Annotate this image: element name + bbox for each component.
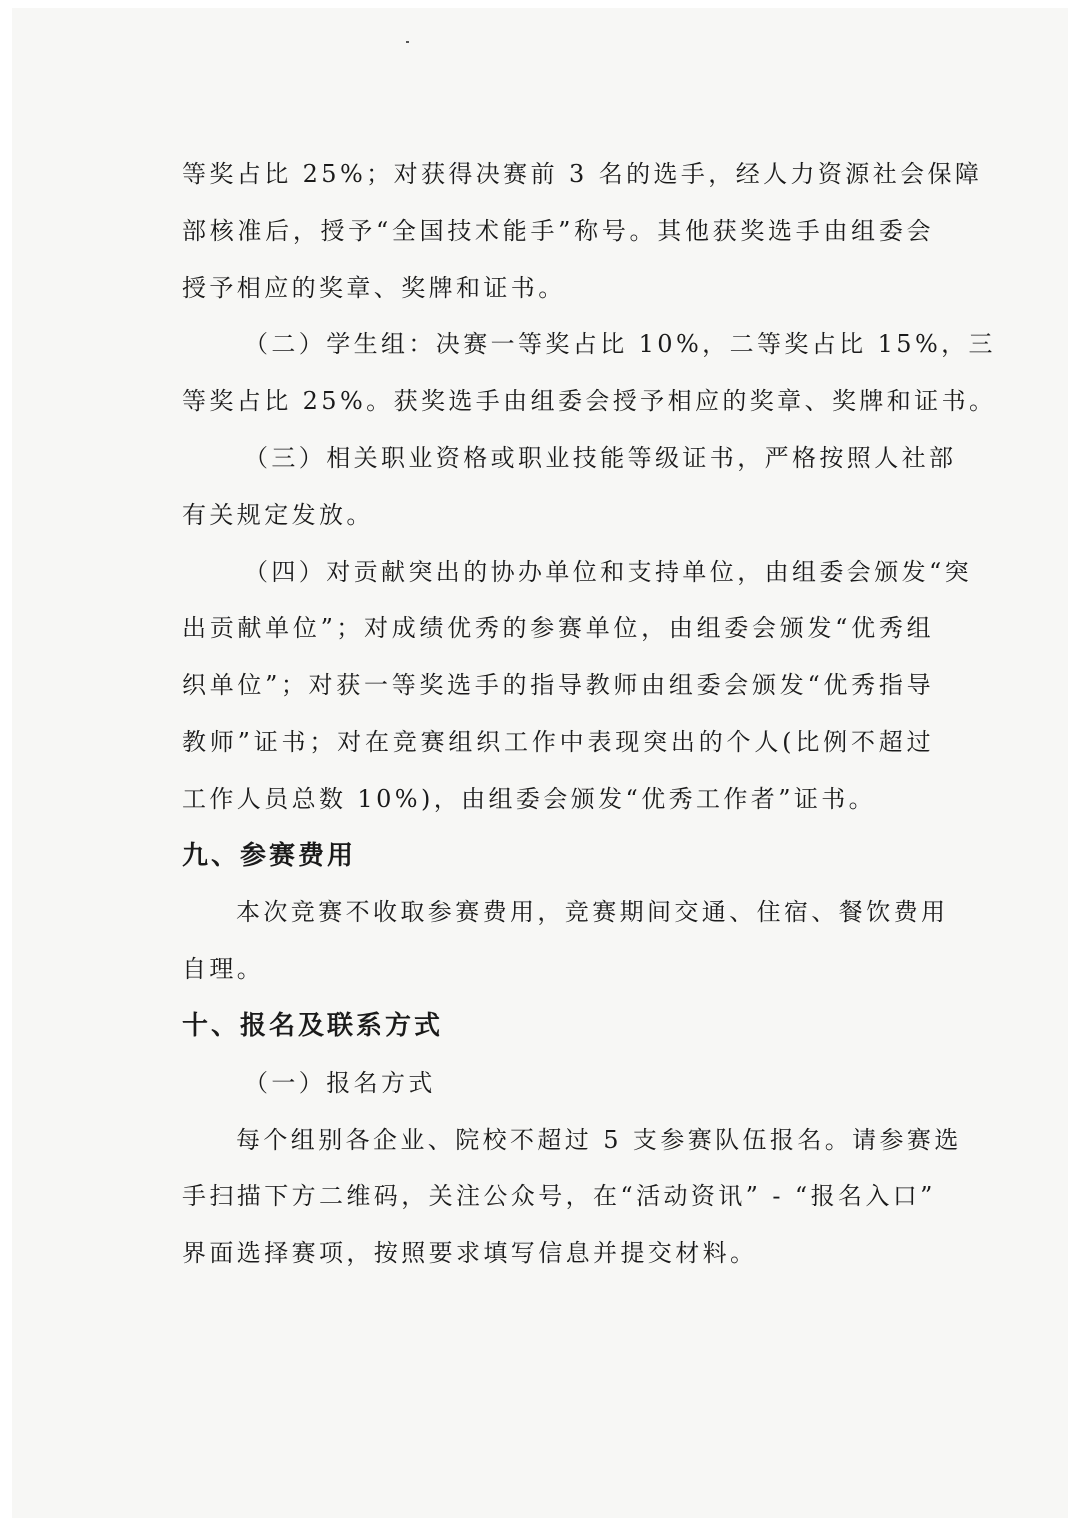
subheading-registration-method [182,1055,934,1112]
text-line: （一）报名方式 [244,1068,436,1097]
text-line: 部核准后，授予“全国技术能手”称号。其他获奖选手由组委会 [182,216,934,245]
paragraph-honors [182,544,973,828]
text-line: 等奖占比 25%；对获得决赛前 3 名的选手，经人力资源社会保障 [182,160,983,188]
paragraph-award-continuation [182,146,983,316]
paragraph-student-group [182,316,997,430]
text-line: 有关规定发放。 [182,500,374,529]
text-line: 织单位”；对获一等奖选手的指导教师由组委会颁发“优秀指导 [182,671,934,700]
text-line: 等奖占比 25%。获奖选手由组委会授予相应的奖章、奖牌和证书。 [182,387,997,416]
text-line: 自理。 [182,955,265,984]
text-line: 出贡献单位”；对成绩优秀的参赛单位，由组委会颁发“优秀组 [182,614,934,643]
text-line: 本次竞赛不收取参赛费用，竞赛期间交通、住宿、餐饮费用 [236,898,949,927]
paragraph-certificates [182,430,957,544]
text-line: （二）学生组：决赛一等奖占比 10%，二等奖占比 15%，三 [244,330,996,359]
text-line: 手扫描下方二维码，关注公众号，在“活动资讯” - “报名入口” [182,1182,936,1211]
section-heading-fees: 九、参赛费用 [182,840,357,871]
text-line: （三）相关职业资格或职业技能等级证书，严格按照人社部 [244,443,957,472]
text-line: 授予相应的奖章、奖牌和证书。 [182,273,566,302]
paragraph-registration [182,1112,962,1282]
section-heading-registration: 十、报名及联系方式 [182,1010,444,1041]
document-body [182,146,997,1282]
text-line: 教师”证书；对在竞赛组织工作中表现突出的个人(比例不超过 [182,727,934,756]
paragraph-fees [182,884,949,998]
text-line: 界面选择赛项，按照要求填写信息并提交材料。 [182,1239,758,1268]
text-line: （四）对贡献突出的协办单位和支持单位，由组委会颁发“突 [244,557,973,586]
document-page [12,8,1068,1518]
text-line: 工作人员总数 10%)，由组委会颁发“优秀工作者”证书。 [182,784,877,813]
scan-speck [406,41,409,43]
text-line: 每个组别各企业、院校不超过 5 支参赛队伍报名。请参赛选 [236,1125,962,1154]
